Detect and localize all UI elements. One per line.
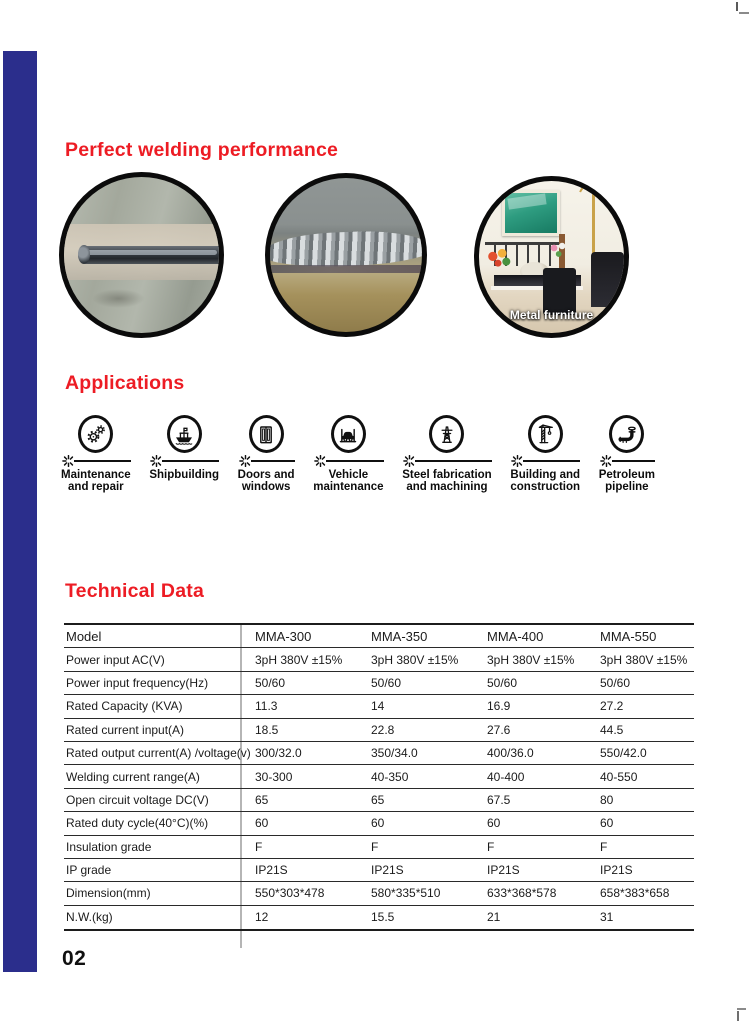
- gears-icon: [78, 415, 113, 453]
- table-cell: 40-400: [487, 769, 525, 784]
- section-title-performance: Perfect welding performance: [65, 139, 339, 161]
- table-cell: 40-350: [371, 769, 409, 784]
- table-cell: 50/60: [255, 675, 286, 690]
- table-cell: IP21S: [255, 863, 288, 878]
- table-row-label: Welding current range(A): [66, 769, 200, 784]
- table-cell: 80: [600, 792, 614, 807]
- table-row-label: Power input AC(V): [66, 652, 165, 667]
- application-item: [149, 415, 219, 482]
- section-title-technical-data: Technical Data: [65, 580, 204, 602]
- ship-icon: [167, 415, 202, 453]
- table-cell: 3pH 380V ±15%: [255, 652, 343, 667]
- table-row-label: Insulation grade: [66, 839, 152, 854]
- weld-spark-line: [402, 455, 491, 467]
- weld-spark-line: [510, 455, 580, 467]
- table-cell: 60: [255, 816, 269, 831]
- weld-seam: [265, 229, 427, 269]
- table-cell: IP21S: [371, 863, 404, 878]
- table-cell: 350/34.0: [371, 746, 418, 761]
- table-cell: 50/60: [600, 675, 631, 690]
- table-row: [64, 648, 694, 671]
- pipe-valve-icon: [609, 415, 644, 453]
- application-label: Shipbuilding: [149, 469, 219, 481]
- table-row: [64, 906, 694, 929]
- table-row-label: Rated duty cycle(40°C)(%): [66, 816, 209, 831]
- table-header-label: Model: [66, 628, 102, 644]
- metal-chair: [591, 252, 624, 307]
- table-cell: 27.6: [487, 722, 511, 737]
- table-cell: F: [487, 839, 495, 854]
- table-cell: 21: [487, 910, 501, 925]
- table-cell: 30-300: [255, 769, 293, 784]
- section-title-applications: Applications: [65, 372, 185, 394]
- table-row-label: Open circuit voltage DC(V): [66, 792, 209, 807]
- application-label: Vehicle maintenance: [313, 469, 384, 493]
- table-cell: 40-550: [600, 769, 638, 784]
- application-item: [402, 415, 491, 493]
- weld-spark-line: [599, 455, 655, 467]
- table-row: [64, 836, 694, 859]
- table-row: [64, 742, 694, 765]
- left-accent-bar: [3, 51, 37, 972]
- page-number: 02: [62, 947, 87, 970]
- table-cell: 31: [600, 910, 614, 925]
- table-cell: 60: [600, 816, 614, 831]
- table-cell: 50/60: [487, 675, 518, 690]
- application-item: [61, 415, 131, 493]
- table-cell: 60: [371, 816, 385, 831]
- table-cell: IP21S: [600, 863, 633, 878]
- table-cell: 16.9: [487, 699, 511, 714]
- model-column-header: MMA-300: [255, 628, 312, 644]
- table-row: [64, 789, 694, 812]
- table-cell: 658*383*658: [600, 886, 670, 901]
- table-row: [64, 672, 694, 695]
- table-cell: 60: [487, 816, 501, 831]
- application-label: Steel fabrication and machining: [402, 469, 492, 493]
- table-row: [64, 719, 694, 742]
- table-cell: 50/60: [371, 675, 402, 690]
- crop-mark-bottom-right: [737, 1008, 746, 1010]
- weld-seam-closeup-photo: [265, 173, 427, 337]
- application-label: Petroleum pipeline: [598, 469, 655, 493]
- application-item: [238, 415, 295, 493]
- table-cell: F: [255, 839, 263, 854]
- table-cell: 580*335*510: [371, 886, 441, 901]
- weld-spark-line: [238, 455, 295, 467]
- table-cell: 65: [255, 792, 269, 807]
- table-cell: IP21S: [487, 863, 520, 878]
- table-cell: 14: [371, 699, 385, 714]
- model-column-header: MMA-400: [487, 628, 544, 644]
- table-cell: 12: [255, 910, 269, 925]
- door-window-icon: [249, 415, 284, 453]
- technical-table: [64, 623, 694, 931]
- weld-spark-line: [149, 455, 219, 467]
- table-cell: 550/42.0: [600, 746, 647, 761]
- application-item: [510, 415, 580, 493]
- model-column-header: MMA-550: [600, 628, 657, 644]
- table-row: [64, 765, 694, 788]
- flower-vase: [546, 240, 569, 260]
- table-cell: 400/36.0: [487, 746, 534, 761]
- table-row-label: Power input frequency(Hz): [66, 675, 209, 690]
- table-cell: 15.5: [371, 910, 395, 925]
- car-lift-icon: [331, 415, 366, 453]
- table-cell: 11.3: [255, 699, 278, 714]
- model-column-header: MMA-350: [371, 628, 428, 644]
- applications-row: [61, 415, 655, 493]
- application-label: Doors and windows: [237, 469, 295, 493]
- application-label: Maintenance and repair: [61, 469, 131, 493]
- table-row-label: Rated current input(A): [66, 722, 185, 737]
- table-cell: 22.8: [371, 722, 395, 737]
- application-item: [313, 415, 383, 493]
- weld-start-crater: [78, 245, 90, 264]
- table-cell: 550*303*478: [255, 886, 325, 901]
- table-cell: 633*368*578: [487, 886, 557, 901]
- tower-crane-icon: [528, 415, 563, 453]
- table-cell: 3pH 380V ±15%: [600, 652, 688, 667]
- table-cell: 3pH 380V ±15%: [371, 652, 459, 667]
- table-cell: 18.5: [255, 722, 279, 737]
- weld-spark-line: [313, 455, 383, 467]
- table-cell: 300/32.0: [255, 746, 302, 761]
- table-cell: 3pH 380V ±15%: [487, 652, 575, 667]
- weld-bead-highlight: [87, 250, 217, 255]
- crop-mark-top-right: [739, 12, 749, 14]
- weld-seam-shadow: [265, 265, 427, 273]
- table-row: [64, 882, 694, 905]
- crop-mark-bottom-right: [737, 1011, 739, 1021]
- table-row: [64, 812, 694, 835]
- table-cell: 27.2: [600, 699, 624, 714]
- application-item: [599, 415, 655, 493]
- plate-shadow: [92, 289, 145, 308]
- crop-mark-top-right: [736, 2, 738, 11]
- table-row-label: Dimension(mm): [66, 886, 151, 901]
- table-cell: 44.5: [600, 722, 624, 737]
- table-cell: F: [371, 839, 379, 854]
- table-row-label: Rated output current(A) /voltage(v): [66, 746, 251, 761]
- application-label: Building and construction: [510, 469, 581, 493]
- table-row-label: N.W.(kg): [66, 910, 113, 925]
- weld-spark-line: [61, 455, 131, 467]
- table-cell: F: [600, 839, 608, 854]
- table-row-label: IP grade: [66, 863, 112, 878]
- table-row: [64, 695, 694, 718]
- photo-caption: Metal furniture: [509, 308, 594, 323]
- table-row-label: Rated Capacity (KVA): [66, 699, 183, 714]
- table-cell: 67.5: [487, 792, 511, 807]
- table-cell: 65: [371, 792, 385, 807]
- metal-furniture-room-photo: [474, 176, 629, 338]
- weld-bead-on-plate-photo: [59, 172, 224, 338]
- table-header-row: [64, 625, 694, 648]
- table-row: [64, 859, 694, 882]
- power-tower-icon: [429, 415, 464, 453]
- flower-bouquet: [485, 246, 511, 272]
